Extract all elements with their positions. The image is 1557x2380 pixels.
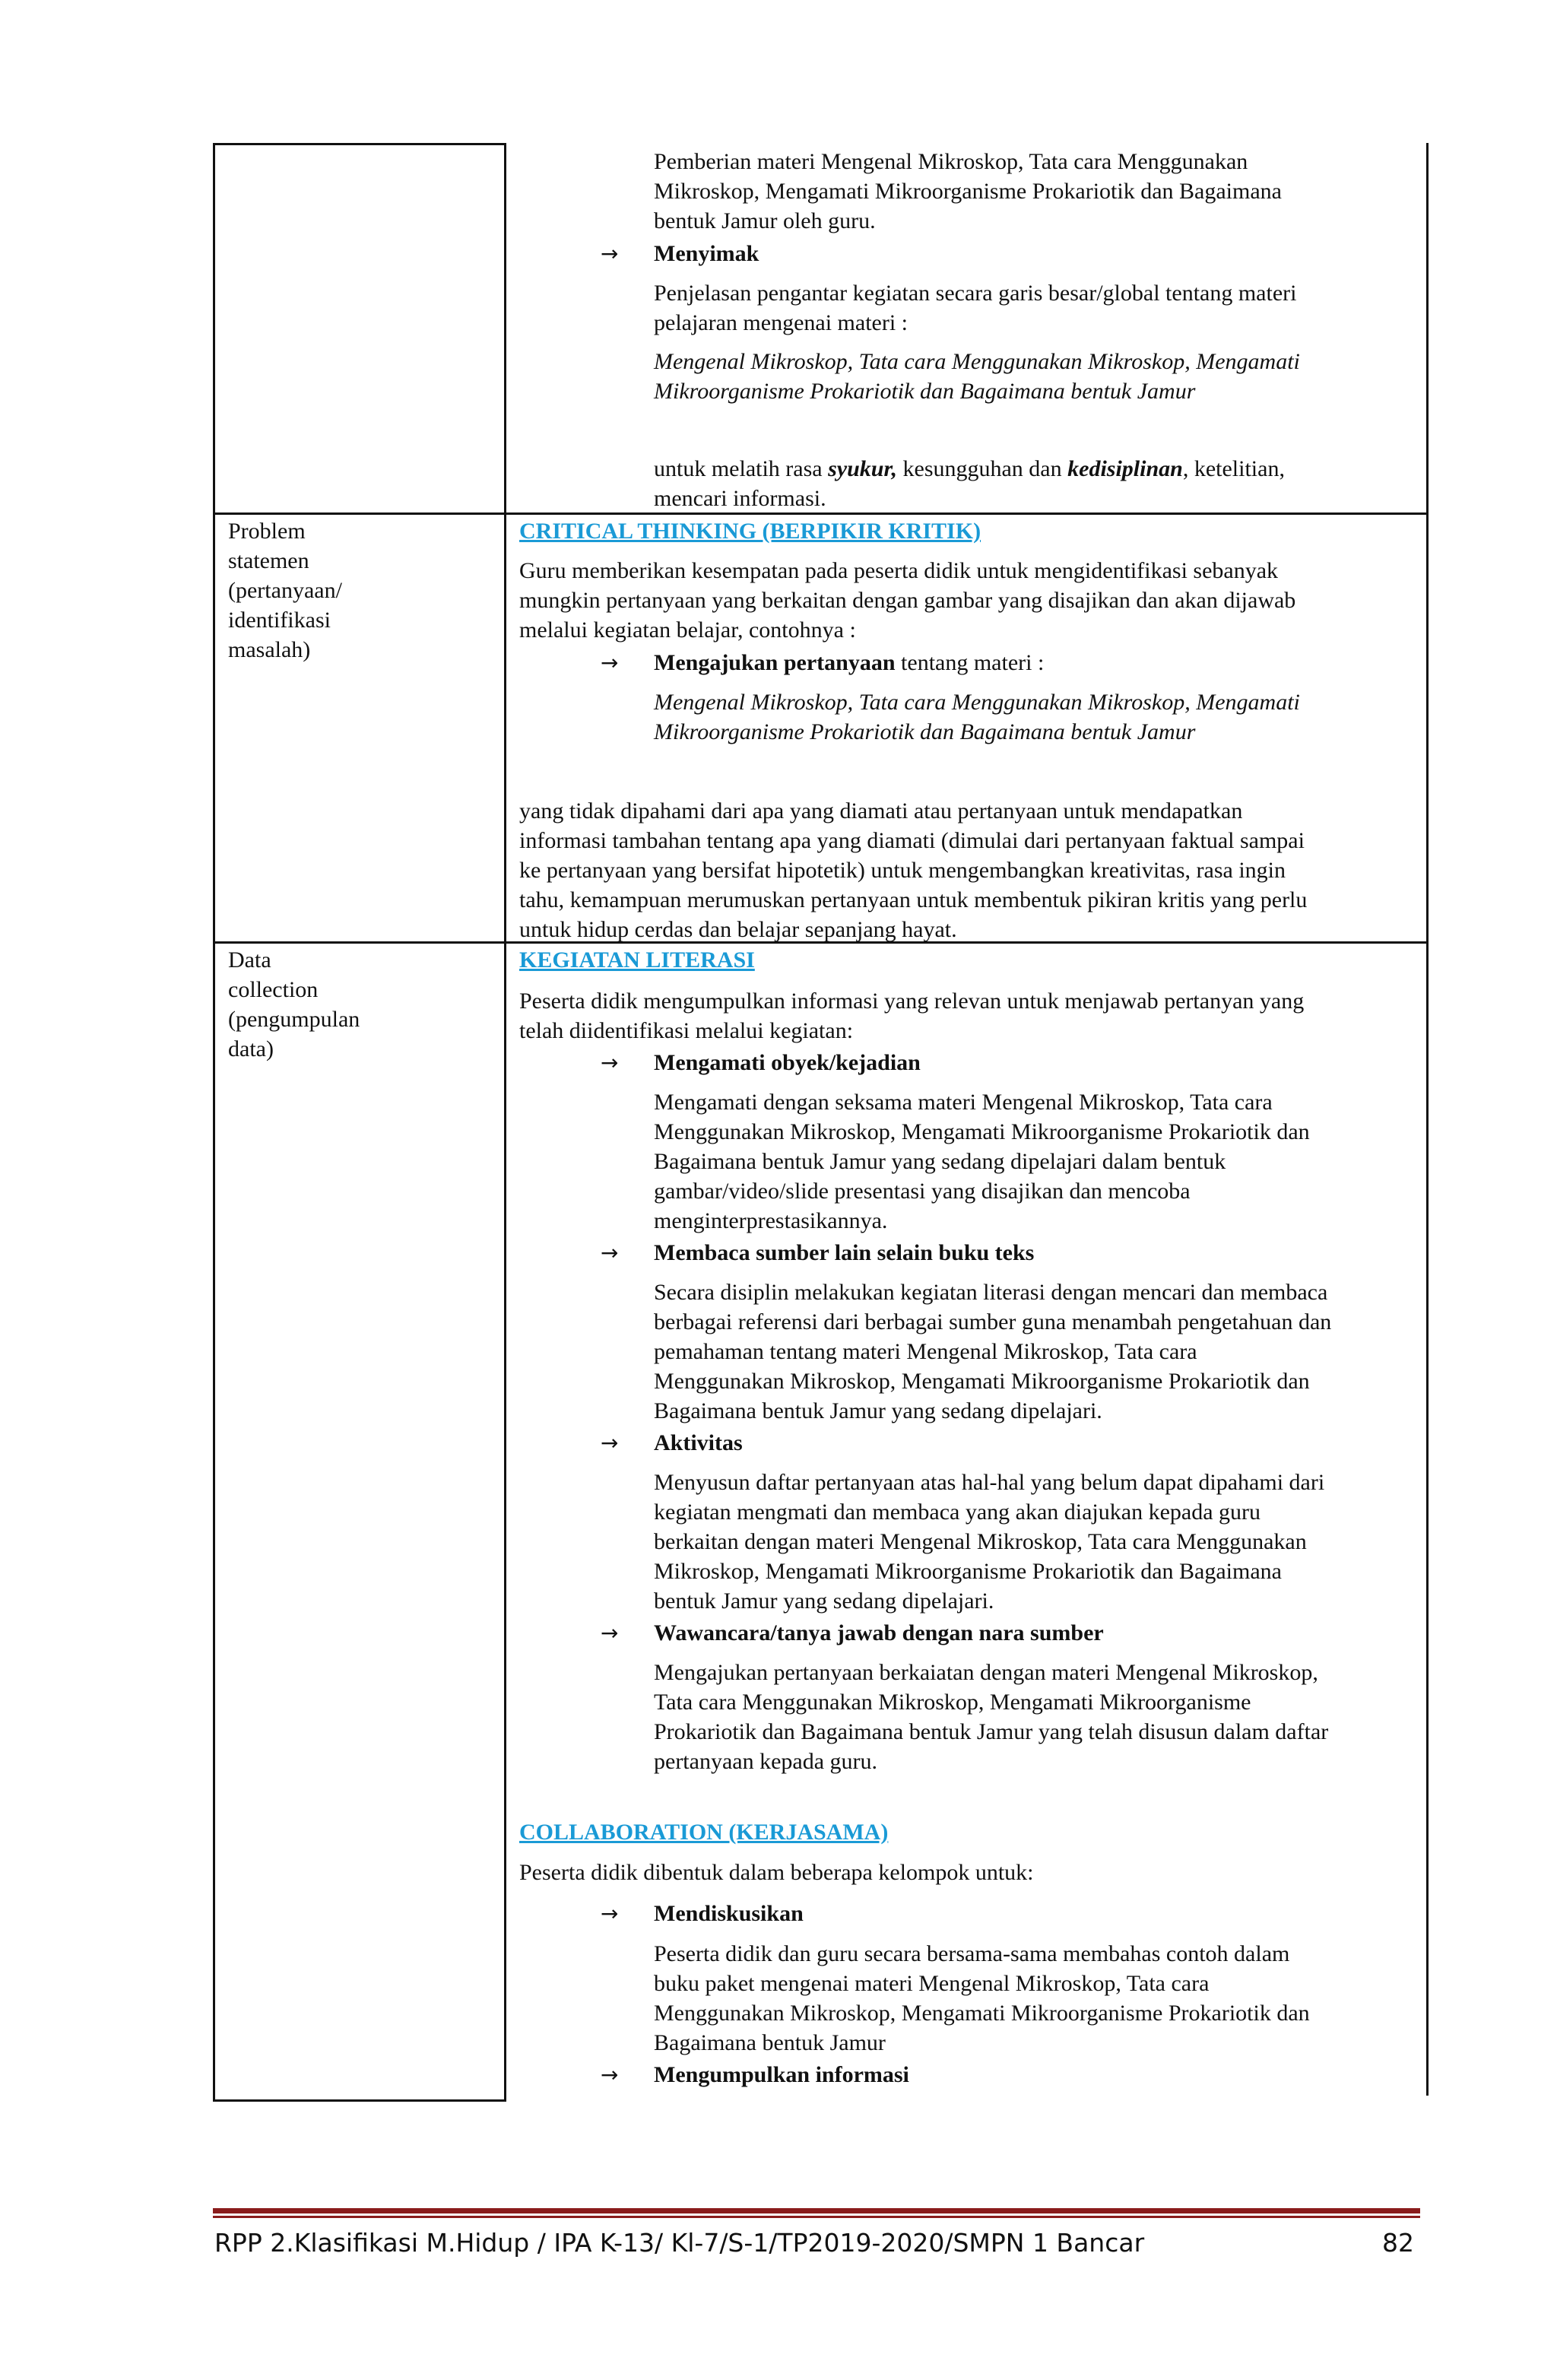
data-item-line: Prokariotik dan Bagaimana bentuk Jamur yang telah disusun dalam daftar [654, 1719, 1329, 1744]
top-closing-line: mencari informasi. [654, 486, 826, 511]
problem-closing-line: tahu, kemampuan merumuskan pertanyaan untuk membentuk pikiran kritis yang perlu [519, 887, 1308, 912]
label-line: collection [228, 977, 319, 1002]
collab-item-line: Peserta didik dan guru secara bersama-sama membahas contoh dalam [654, 1941, 1290, 1966]
data-item-line: Bagaimana bentuk Jamur yang sedang dipelajari. [654, 1398, 1102, 1423]
data-item-line: Mengajukan pertanyaan berkaiatan dengan materi Mengenal Mikroskop, [654, 1660, 1318, 1685]
arrow-icon: → [601, 1620, 619, 1645]
problem-closing-line: untuk hidup cerdas dan belajar sepanjang hayat. [519, 917, 957, 942]
data-item-title: Wawancara/tanya jawab dengan nara sumber [654, 1620, 1104, 1645]
data-item-line: bentuk Jamur yang sedang dipelajari. [654, 1588, 994, 1614]
data-intro-line: telah diidentifikasi melalui kegiatan: [519, 1018, 854, 1043]
data-item-line: Menggunakan Mikroskop, Mengamati Mikroorganisme Prokariotik dan [654, 1119, 1310, 1144]
page-number: 82 [1382, 2228, 1414, 2258]
data-intro-line: Peserta didik mengumpulkan informasi yang relevan untuk menjawab pertanyan yang [519, 988, 1305, 1014]
top-item-line: Penjelasan pengantar kegiatan secara garis besar/global tentang materi [654, 281, 1297, 306]
label-line: (pertanyaan/ [228, 578, 342, 603]
arrow-icon: → [601, 1050, 619, 1075]
footer-rule [213, 2208, 1420, 2213]
closing-emph-kedisiplinan: kedisiplinan [1067, 456, 1183, 481]
data-item-title: Membaca sumber lain selain buku teks [654, 1240, 1035, 1265]
literasi-heading: KEGIATAN LITERASI [519, 947, 755, 973]
top-intro-line: Pemberian materi Mengenal Mikroskop, Tata cara Menggunakan [654, 149, 1248, 174]
top-italic-line: Mengenal Mikroskop, Tata cara Menggunakan Mikroskop, Mengamati [654, 349, 1300, 374]
data-item-line: berkaitan dengan materi Mengenal Mikroskop, Tata cara Menggunakan [654, 1529, 1307, 1554]
collab-item-line: buku paket mengenai materi Mengenal Mikroskop, Tata cara [654, 1971, 1210, 1996]
arrow-icon: → [601, 1430, 619, 1455]
top-italic-line: Mikroorganisme Prokariotik dan Bagaimana bentuk Jamur [654, 379, 1196, 404]
problem-item-suffix: tentang materi : [895, 650, 1045, 675]
data-item-line: Secara disiplin melakukan kegiatan literasi dengan mencari dan membaca [654, 1280, 1328, 1305]
label-line: masalah) [228, 637, 311, 662]
problem-italic-line: Mikroorganisme Prokariotik dan Bagaimana bentuk Jamur [654, 719, 1196, 744]
footer-text: RPP 2.Klasifikasi M.Hidup / IPA K-13/ Kl-7/S-1/TP2019-2020/SMPN 1 Bancar [214, 2228, 1145, 2258]
data-item-line: kegiatan mengmati dan membaca yang akan diajukan kepada guru [654, 1499, 1261, 1525]
data-item-line: berbagai referensi dari berbagai sumber guna menambah pengetahuan dan [654, 1309, 1332, 1334]
problem-closing-line: ke pertanyaan yang bersifat hipotetik) untuk mengembangkan kreativitas, rasa ingin [519, 858, 1286, 883]
label-line: data) [228, 1036, 274, 1061]
top-intro-line: bentuk Jamur oleh guru. [654, 208, 876, 233]
data-item-line: Mikroskop, Mengamati Mikroorganisme Prokariotik dan Bagaimana [654, 1559, 1282, 1584]
problem-closing-line: informasi tambahan tentang apa yang diamati (dimulai dari pertanyaan faktual sampai [519, 828, 1305, 853]
label-line: identifikasi [228, 608, 331, 633]
problem-item-line [654, 648, 1044, 678]
data-item-line: Menggunakan Mikroskop, Mengamati Mikroorganisme Prokariotik dan [654, 1369, 1310, 1394]
data-item-title: Mengamati obyek/kejadian [654, 1050, 921, 1075]
table-bottom-border-left [213, 2099, 506, 2102]
problem-italic-line: Mengenal Mikroskop, Tata cara Menggunakan Mikroskop, Mengamati [654, 690, 1300, 715]
problem-closing-line: yang tidak dipahami dari apa yang diamati atau pertanyaan untuk mendapatkan [519, 798, 1243, 823]
arrow-icon: → [601, 650, 619, 675]
table-top-border-left [213, 143, 506, 145]
table-column-divider [504, 143, 506, 2102]
collab-item-title: Mendiskusikan [654, 1901, 804, 1926]
collaboration-heading: COLLABORATION (KERJASAMA) [519, 1820, 889, 1845]
collaboration-intro: Peserta didik dibentuk dalam beberapa kelompok untuk: [519, 1860, 1034, 1885]
data-item-line: menginterprestasikannya. [654, 1208, 888, 1233]
label-line: statemen [228, 548, 309, 573]
data-item-line: Tata cara Menggunakan Mikroskop, Mengamati Mikroorganisme [654, 1690, 1251, 1715]
closing-part: untuk melatih rasa [654, 456, 829, 481]
closing-part: , ketelitian, [1182, 456, 1285, 481]
arrow-icon: → [601, 2062, 619, 2087]
top-item-line: pelajaran mengenai materi : [654, 310, 908, 335]
closing-part: kesungguhan dan [897, 456, 1068, 481]
top-item-title: Menyimak [654, 241, 759, 266]
problem-intro-line: Guru memberikan kesempatan pada peserta didik untuk mengidentifikasi sebanyak [519, 558, 1279, 583]
collab-item-line: Bagaimana bentuk Jamur [654, 2030, 886, 2055]
arrow-icon: → [601, 1240, 619, 1265]
data-item-line: Mengamati dengan seksama materi Mengenal Mikroskop, Tata cara [654, 1090, 1273, 1115]
arrow-icon: → [601, 1901, 619, 1926]
top-intro-line: Mikroskop, Mengamati Mikroorganisme Prokariotik dan Bagaimana [654, 179, 1282, 204]
data-item-line: Bagaimana bentuk Jamur yang sedang dipelajari dalam bentuk [654, 1149, 1226, 1174]
table-left-border [213, 143, 215, 2102]
critical-thinking-heading: CRITICAL THINKING (BERPIKIR KRITIK) [519, 519, 981, 544]
footer-rule-thin [213, 2216, 1420, 2218]
data-item-line: Menyusun daftar pertanyaan atas hal-hal yang belum dapat dipahami dari [654, 1470, 1325, 1495]
data-item-title: Aktivitas [654, 1430, 743, 1455]
label-line: Data [228, 947, 271, 973]
problem-item-title: Mengajukan pertanyaan [654, 650, 896, 675]
closing-emph-syukur: syukur, [828, 456, 897, 481]
label-line: Problem [228, 519, 306, 544]
problem-intro-line: melalui kegiatan belajar, contohnya : [519, 617, 856, 643]
top-closing-line [654, 454, 1285, 484]
data-item-line: gambar/video/slide presentasi yang disajikan dan mencoba [654, 1179, 1191, 1204]
data-item-line: pertanyaan kepada guru. [654, 1749, 878, 1774]
collab-item-title: Mengumpulkan informasi [654, 2062, 909, 2087]
label-line: (pengumpulan [228, 1007, 360, 1032]
problem-intro-line: mungkin pertanyaan yang berkaitan dengan gambar yang disajikan dan akan dijawab [519, 588, 1296, 613]
collab-item-line: Menggunakan Mikroskop, Mengamati Mikroorganisme Prokariotik dan [654, 2001, 1310, 2026]
arrow-icon: → [601, 241, 619, 266]
table-right-border [1426, 143, 1429, 2096]
data-item-line: pemahaman tentang materi Mengenal Mikroskop, Tata cara [654, 1339, 1197, 1364]
